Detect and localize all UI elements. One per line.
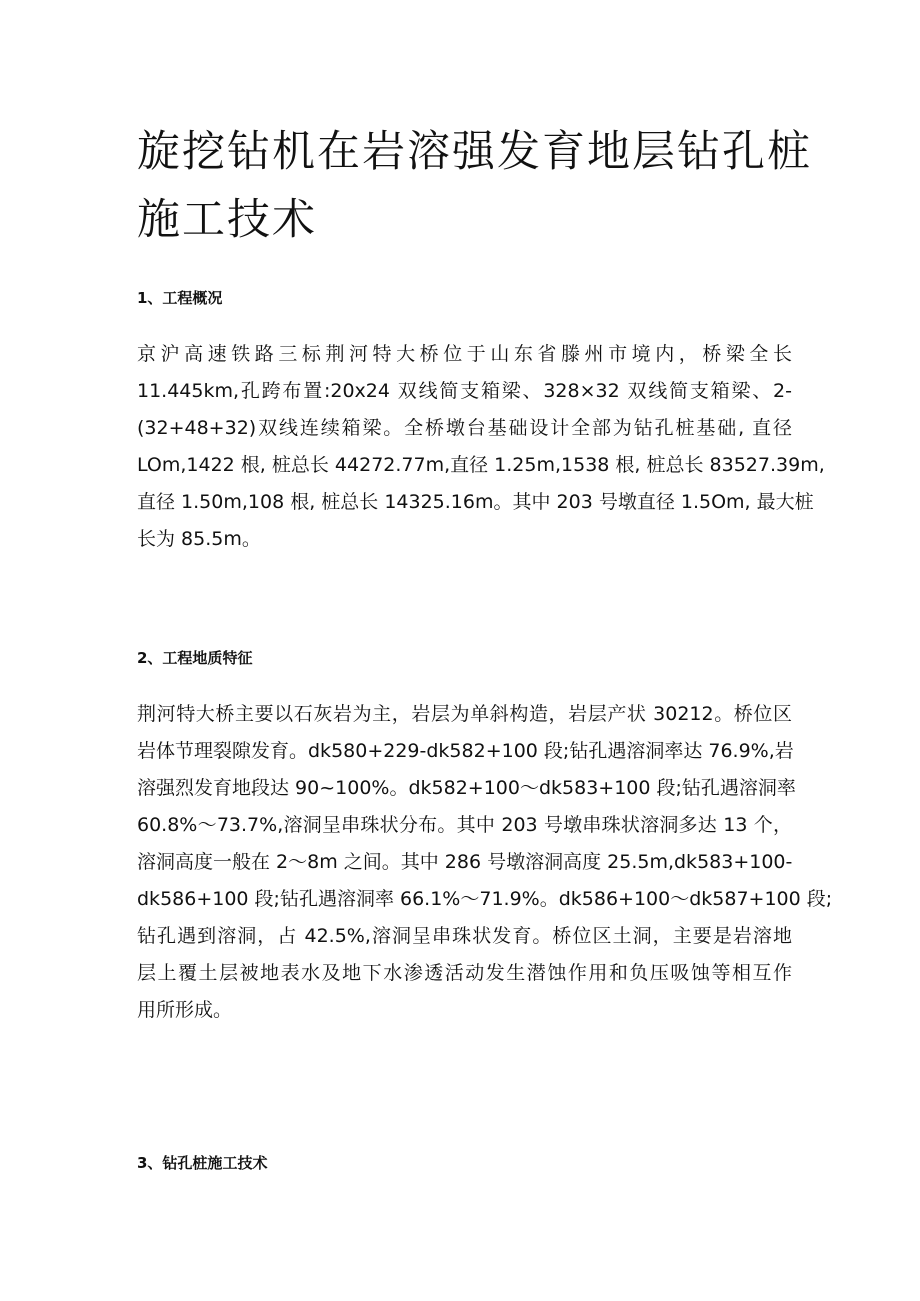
paragraph-line: 荆河特大桥主要以石灰岩为主，岩层为单斜构造，岩层产状 30212。桥位区 [137, 703, 792, 725]
section-heading-1: 1、工程概况 [137, 289, 223, 307]
paragraph-line: 岩体节理裂隙发育。dk580+229-dk582+100 段;钻孔遇溶洞率达 76.9%,岩 [137, 740, 794, 762]
title-line-1: 旋挖钻机在岩溶强发育地层钻孔桩 [137, 127, 812, 177]
section-heading-2: 2、工程地质特征 [137, 649, 253, 667]
paragraph-line: 长为 85.5m。 [137, 528, 261, 550]
paragraph-line: 京沪高速铁路三标荆河特大桥位于山东省滕州市境内，桥梁全长 [137, 343, 792, 365]
section-2-paragraph [137, 696, 833, 1029]
document-title [137, 118, 817, 254]
paragraph-line: 钻孔遇到溶洞，占 42.5%,溶洞呈串珠状发育。桥位区土洞，主要是岩溶地 [137, 925, 792, 947]
paragraph-line: 60.8%～73.7%,溶洞呈串珠状分布。其中 203 号墩串珠状溶洞多达 13 个， [137, 814, 792, 836]
paragraph-line: 溶强烈发育地段达 90~100%。dk582+100～dk583+100 段;钻孔遇溶洞率 [137, 777, 796, 799]
paragraph-line: 用所形成。 [137, 999, 233, 1021]
paragraph-line: 溶洞高度一般在 2～8m 之间。其中 286 号墩溶洞高度 25.5m,dk583+100- [137, 851, 793, 873]
paragraph-line: 11.445km,孔跨布置:20x24 双线简支箱梁、328×32 双线简支箱梁、2- [137, 380, 792, 402]
paragraph-line: LOm,1422 根, 桩总长 44272.77m,直径 1.25m,1538 根, 桩总长 83527.39m, [137, 454, 825, 476]
section-heading-3: 3、钻孔桩施工技术 [137, 1154, 268, 1172]
paragraph-line: (32+48+32)双线连续箱梁。全桥墩台基础设计全部为钻孔桩基础, 直径 [137, 417, 792, 439]
paragraph-line: dk586+100 段;钻孔遇溶洞率 66.1%～71.9%。dk586+100～dk587+100 段; [137, 888, 833, 910]
section-1-paragraph [137, 336, 825, 558]
paragraph-line: 直径 1.50m,108 根, 桩总长 14325.16m。其中 203 号墩直径 1.5Om, 最大桩 [137, 491, 814, 513]
paragraph-line: 层上覆土层被地表水及地下水渗透活动发生潜蚀作用和负压吸蚀等相互作 [137, 962, 792, 984]
title-line-2: 施工技术 [137, 195, 317, 245]
